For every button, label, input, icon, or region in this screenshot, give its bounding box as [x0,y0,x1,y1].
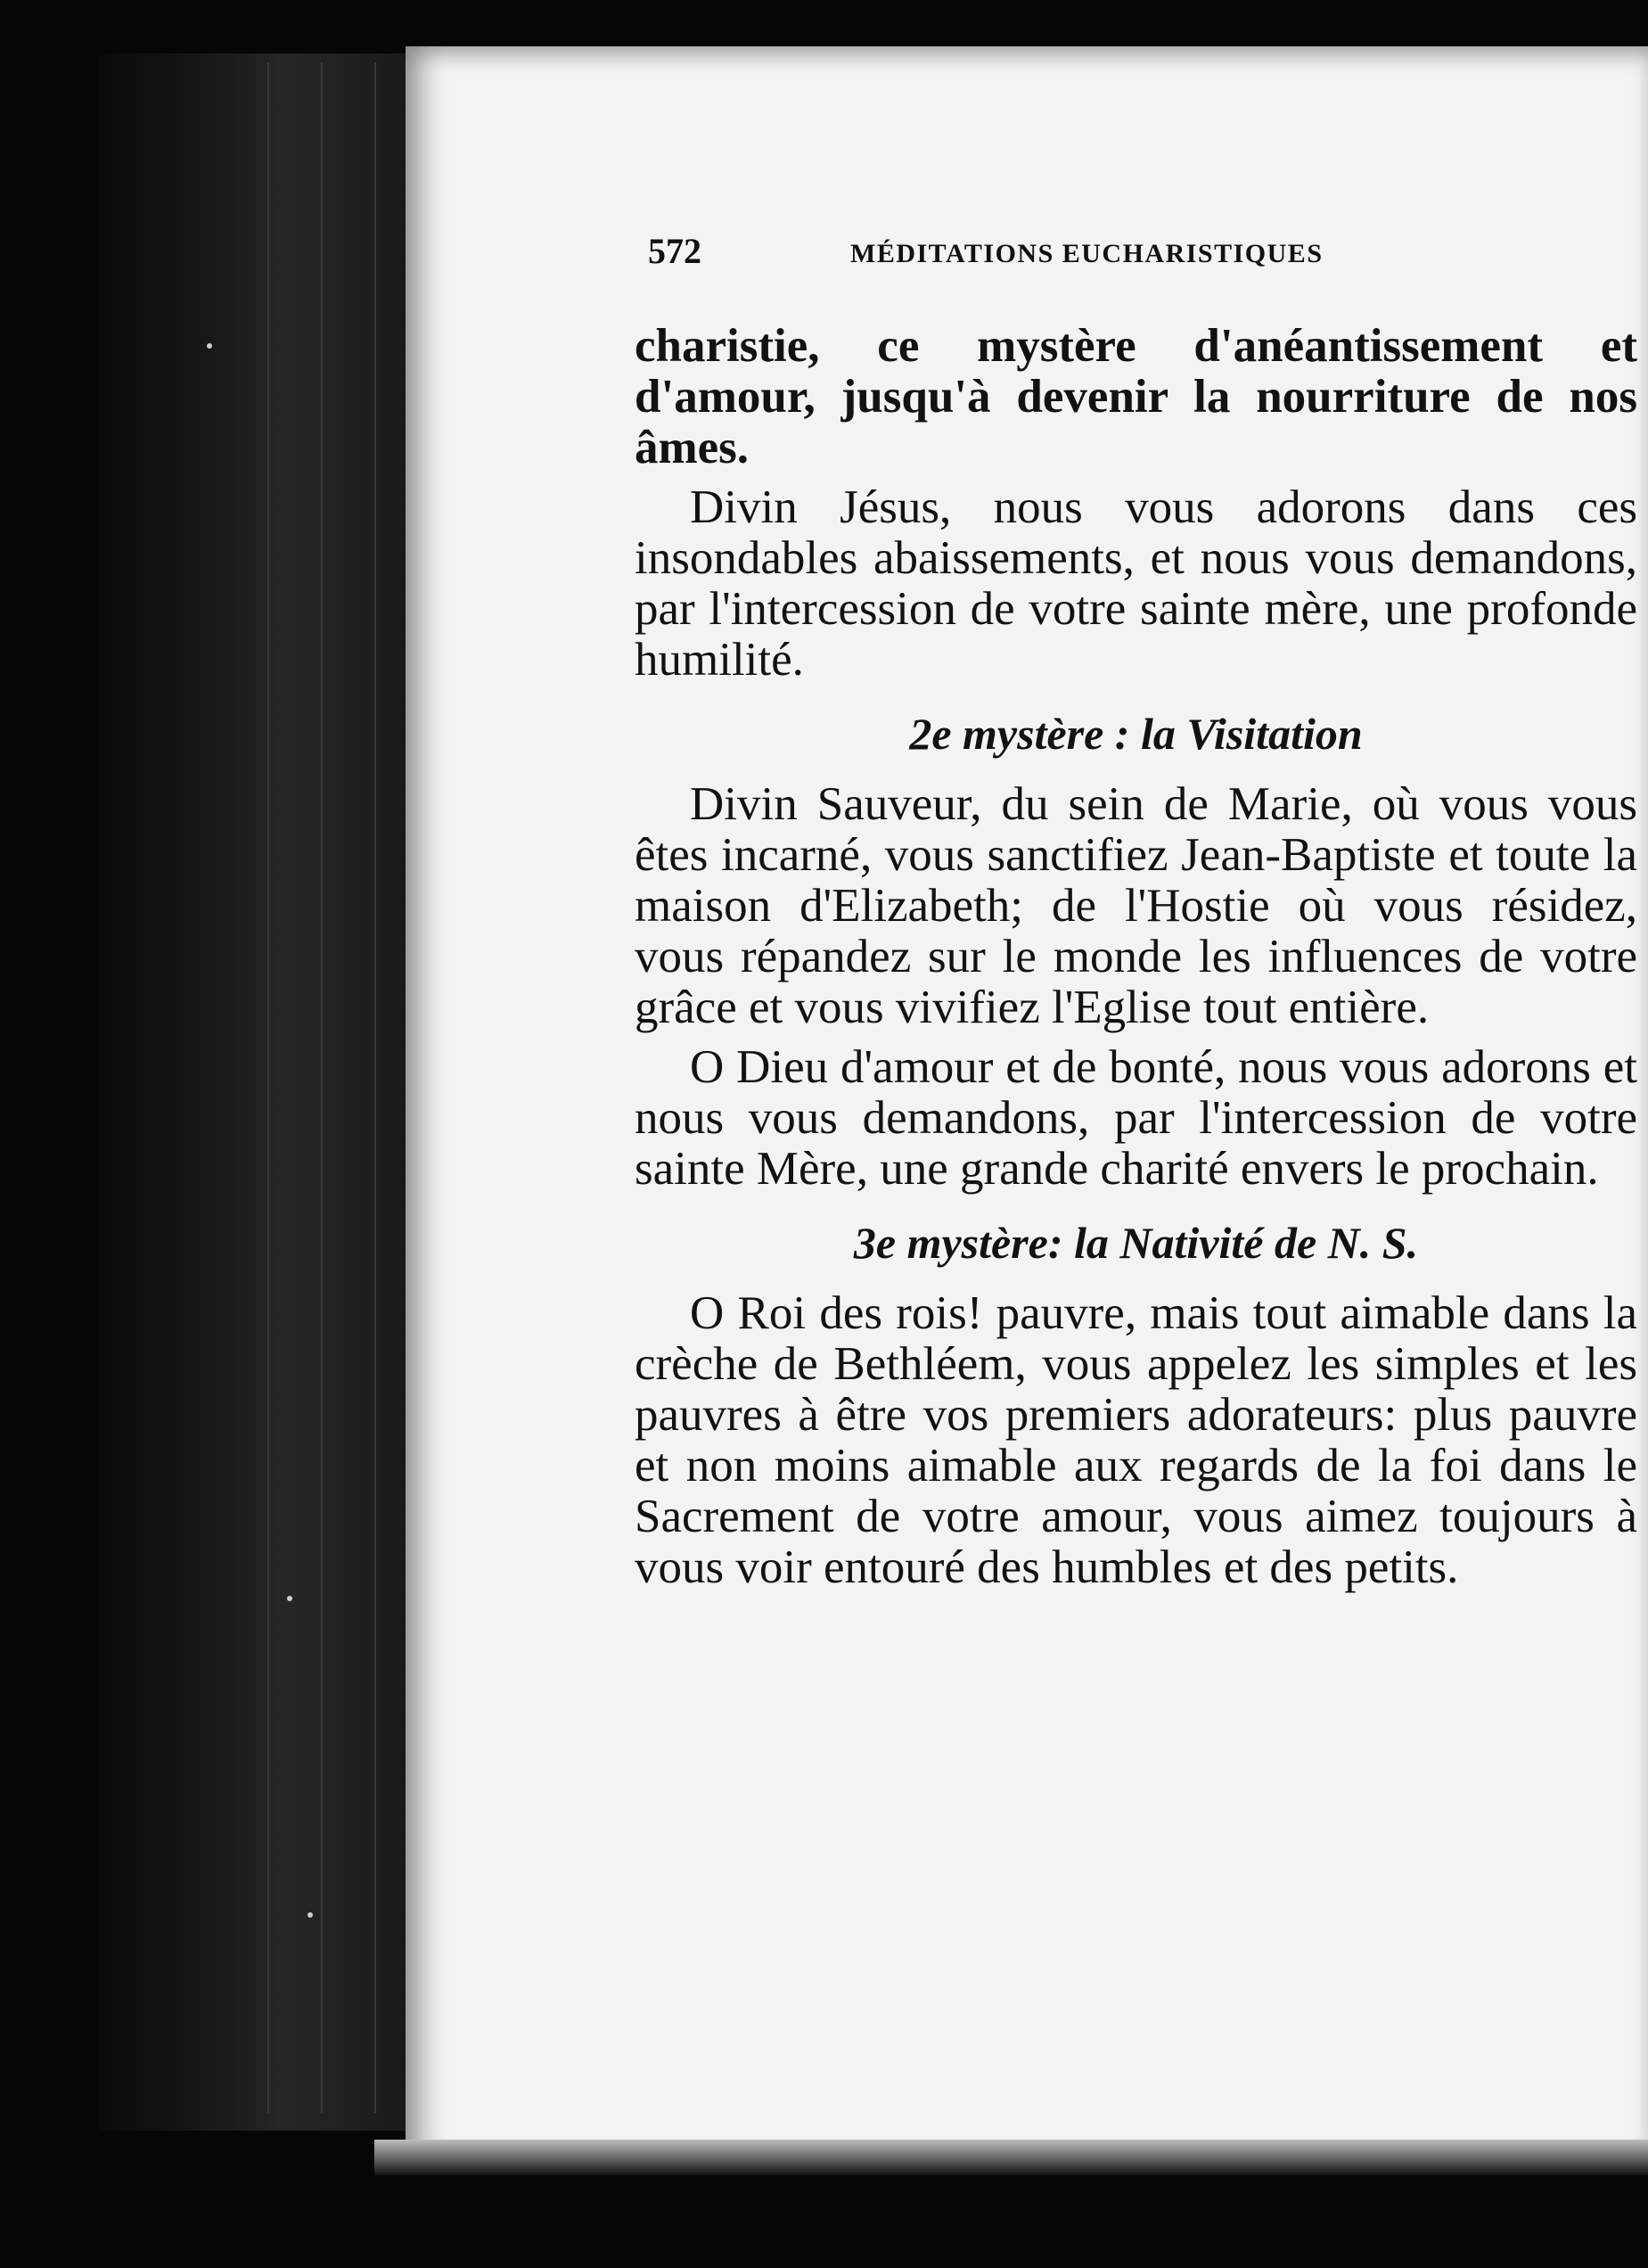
body-text [635,321,1637,1602]
dust-speck [287,1596,292,1601]
dust-speck [207,343,212,349]
page-bottom-edge [374,2140,1648,2175]
paragraph: O Roi des rois! pauvre, mais tout aimable dans la crèche de Bethléem, vous appelez les simples et les pauvres à être vos premiers adorateurs: plus pauvre et non moins aimable aux regards de la foi dans le Sacrement de votre amour, vous aimez toujours à vous voir entouré des humbles et des petits. [635,1287,1637,1593]
paragraph: Divin Sauveur, du sein de Marie, où vous vous êtes incarné, vous sanctifiez Jean-Baptiste et toute la maison d'Elizabeth; de l'Hostie où vous résidez, vous répandez sur le monde les influences de votre grâce et vous vivifiez l'Eglise tout entière. [635,778,1637,1033]
page-number: 572 [648,231,701,271]
spine-line [321,62,323,2113]
paragraph: charistie, ce mystère d'anéantissement et d'amour, jusqu'à devenir la nourriture de nos âmes. [635,320,1637,473]
book-spine-shadow [98,53,410,2131]
paragraph: Divin Jésus, nous vous adorons dans ces insondables abaissements, et nous vous demandons, par l'intercession de votre sainte mère, une profonde humilité. [635,481,1637,686]
section-heading: 3e mystère: la Nativité de N. S. [853,1218,1419,1268]
running-title: MÉDITATIONS EUCHARISTIQUES [850,239,1324,268]
dust-speck [307,1912,313,1918]
spine-line [267,62,269,2113]
paragraph: O Dieu d'amour et de bonté, nous vous adorons et nous vous demandons, par l'intercession de votre sainte Mère, une grande charité envers le prochain. [635,1041,1637,1195]
section-heading: 2e mystère : la Visitation [909,709,1363,759]
page-header [648,230,1539,275]
spine-line [374,62,376,2113]
